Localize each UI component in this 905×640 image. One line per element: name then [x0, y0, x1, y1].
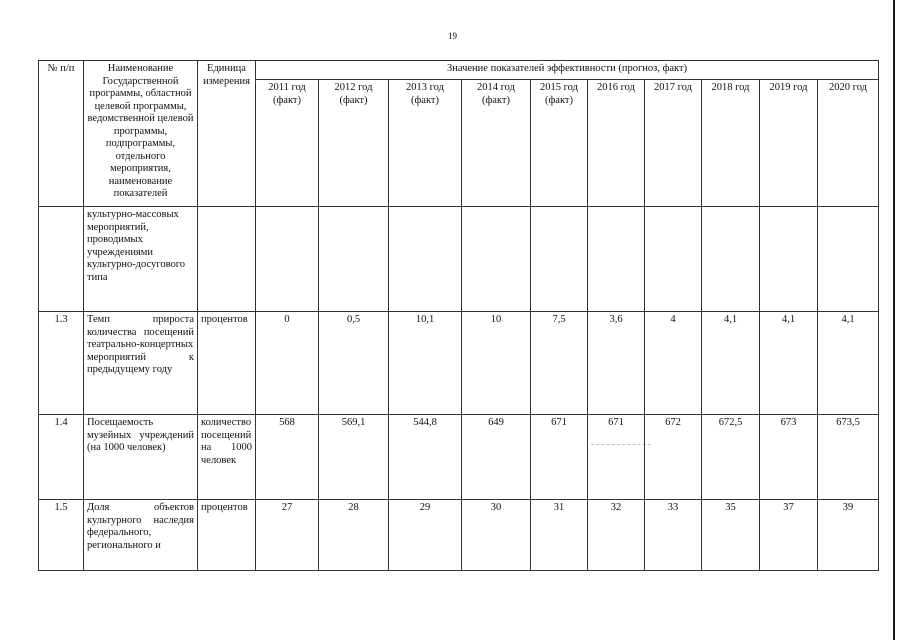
row-value: 10: [462, 312, 531, 415]
row-num: [39, 207, 84, 312]
row-value: 0: [256, 312, 319, 415]
header-year: 2012 год (факт): [319, 80, 389, 207]
row-num: 1.5: [39, 500, 84, 571]
row-value: 32: [588, 500, 645, 571]
row-value: 27: [256, 500, 319, 571]
header-unit: Единица измерения: [198, 61, 256, 207]
row-value: 569,1: [319, 415, 389, 500]
row-value: [462, 207, 531, 312]
row-value: 35: [702, 500, 760, 571]
row-value: 37: [760, 500, 818, 571]
row-value: [818, 207, 879, 312]
row-value: 4,1: [760, 312, 818, 415]
header-row-top: [39, 61, 879, 80]
header-name: Наименование Государственной программы, областной целевой программы, ведомственной целевой программы, подпрограммы, отдельного мероприятия, наименование показателей: [84, 61, 198, 207]
row-value: 671: [608, 417, 624, 428]
row-value: [588, 207, 645, 312]
header-values-group: Значение показателей эффективности (прогноз, факт): [256, 61, 879, 80]
row-value: 31: [531, 500, 588, 571]
table-row: [39, 500, 879, 571]
row-num: 1.4: [39, 415, 84, 500]
header-year: 2019 год: [760, 80, 818, 207]
row-value-cell: [588, 415, 645, 500]
row-value: [645, 207, 702, 312]
row-value: 30: [462, 500, 531, 571]
row-value: 673,5: [818, 415, 879, 500]
row-value: 29: [389, 500, 462, 571]
row-name: культурно-массовых мероприятий, проводимых учреждениями культурно-досугового типа: [84, 207, 198, 312]
table-row: [39, 312, 879, 415]
row-value: 39: [818, 500, 879, 571]
row-value: 28: [319, 500, 389, 571]
row-value: 10,1: [389, 312, 462, 415]
header-year: 2014 год (факт): [462, 80, 531, 207]
row-name: Посещаемость музейных учреждений (на 1000 человек): [84, 415, 198, 500]
row-unit: [198, 207, 256, 312]
row-value: 544,8: [389, 415, 462, 500]
header-year: 2011 год (факт): [256, 80, 319, 207]
row-value: 7,5: [531, 312, 588, 415]
row-name: Темп прироста количества посещений театрально-концертных мероприятий к предыдущему году: [84, 312, 198, 415]
indicators-table: [38, 60, 879, 571]
row-value: 3,6: [588, 312, 645, 415]
row-value: [531, 207, 588, 312]
header-year: 2016 год: [588, 80, 645, 207]
row-value: 672,5: [702, 415, 760, 500]
header-year: 2017 год: [645, 80, 702, 207]
row-value: [760, 207, 818, 312]
header-num: № п/п: [39, 61, 84, 207]
row-name: Доля объектов культурного наследия федерального, регионального и: [84, 500, 198, 571]
header-year: 2013 год (факт): [389, 80, 462, 207]
row-num: 1.3: [39, 312, 84, 415]
row-value: 568: [256, 415, 319, 500]
row-value: [319, 207, 389, 312]
row-value: 672: [645, 415, 702, 500]
row-unit: процентов: [198, 500, 256, 571]
row-value: 673: [760, 415, 818, 500]
header-year: 2018 год: [702, 80, 760, 207]
page-edge-line: [893, 0, 895, 640]
row-value: 0,5: [319, 312, 389, 415]
row-value: [702, 207, 760, 312]
row-value: 33: [645, 500, 702, 571]
row-value: 671: [531, 415, 588, 500]
row-unit: количество посещений на 1000 человек: [198, 415, 256, 500]
header-year: 2020 год: [818, 80, 879, 207]
row-value: 4,1: [818, 312, 879, 415]
row-value: [256, 207, 319, 312]
row-value: 4: [645, 312, 702, 415]
row-unit: процентов: [198, 312, 256, 415]
row-value: 4,1: [702, 312, 760, 415]
row-value: [389, 207, 462, 312]
row-value: 649: [462, 415, 531, 500]
header-year: 2015 год (факт): [531, 80, 588, 207]
table-row: [39, 207, 879, 312]
scan-artifact-line: [591, 444, 651, 445]
page-number: 19: [448, 31, 457, 41]
table-row: [39, 415, 879, 500]
